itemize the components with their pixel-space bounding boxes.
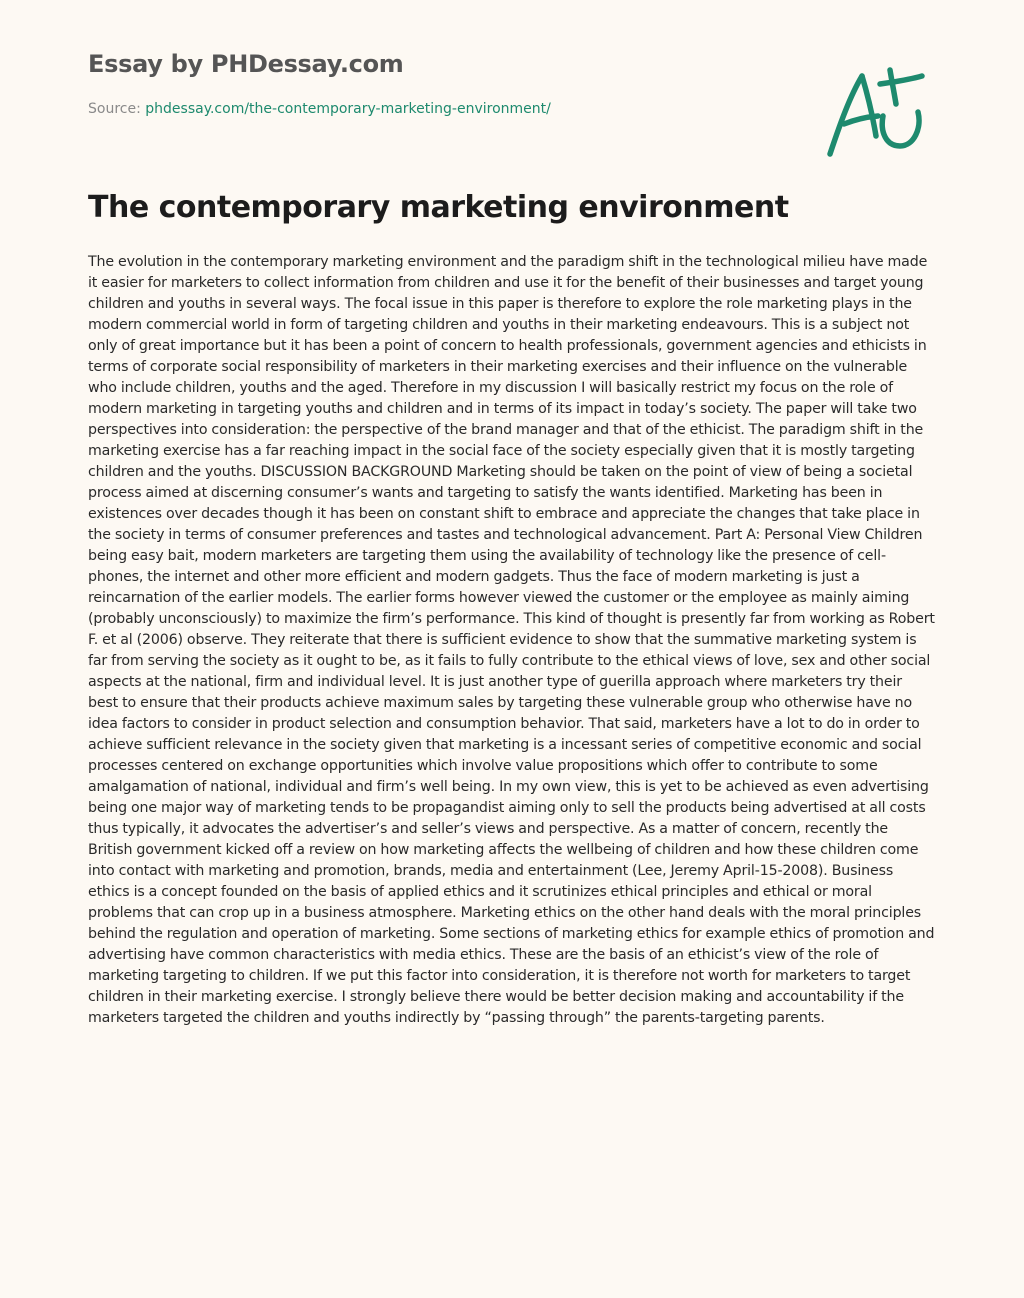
source-label: Source: (88, 101, 141, 117)
document-title: The contemporary marketing environment (88, 190, 789, 225)
source-line (88, 101, 551, 117)
essay-body: The evolution in the contemporary marketing environment and the paradigm shift in the technological milieu have made it easier for marketers to collect information from children and use it for the benefit of their businesses and target young children and youths in several ways. The focal issue in this paper is therefore to explore the role marketing plays in the modern commercial world in form of targeting children and youths in their marketing endeavours. This is a subject not only of great importance but it has been a point of concern to health professionals, government agencies and ethicists in terms of corporate social responsibility of marketers in their marketing exercises and their influence on the vulnerable who include children, youths and the aged. Therefore in my discussion I will basically restrict my focus on the role of modern marketing in targeting youths and children and in terms of its impact in today’s society. The paper will take two perspectives into consideration: the perspective of the brand manager and that of the ethicist. The paradigm shift in the marketing exercise has a far reaching impact in the social face of the society especially given that it is mostly targeting children and the youths. DISCUSSION BACKGROUND Marketing should be taken on the point of view of being a societal process aimed at discerning consumer’s wants and targeting to satisfy the wants identified. Marketing has been in existences over decades though it has been on constant shift to embrace and appreciate the changes that take place in the society in terms of consumer preferences and tastes and technological advancement. Part A: Personal View Children being easy bait, modern marketers are targeting them using the availability of technology like the presence of cell-phones, the internet and other more efficient and modern gadgets. Thus the face of modern marketing is just a reincarnation of the earlier models. The earlier forms however viewed the customer or the employee as mainly aiming (probably unconsciously) to maximize the firm’s performance. This kind of thought is presently far from working as Robert F. et al (2006) observe. They reiterate that there is sufficient evidence to show that the summative marketing system is far from serving the society as it ought to be, as it fails to fully contribute to the ethical views of love, sex and other social aspects at the national, firm and individual level. It is just another type of guerilla approach where marketers try their best to ensure that their products achieve maximum sales by targeting these vulnerable group who otherwise have no idea factors to consider in product selection and consumption behavior. That said, marketers have a lot to do in order to achieve sufficient relevance in the society given that marketing is a incessant series of competitive economic and social processes centered on exchange opportunities which involve value propositions which offer to contribute to some amalgamation of national, individual and firm’s well being. In my own view, this is yet to be achieved as even advertising being one major way of marketing tends to be propagandist aiming only to sell the products being advertised at all costs thus typically, it advocates the advertiser’s and seller’s views and perspective. As a matter of concern, recently the British government kicked off a review on how marketing affects the wellbeing of children and how these children come into contact with marketing and promotion, brands, media and entertainment (Lee, Jeremy April-15-2008). Business ethics is a concept founded on the basis of applied ethics and it scrutinizes ethical principles and ethical or moral problems that can crop up in a business atmosphere. Marketing ethics on the other hand deals with the moral principles behind the regulation and operation of marketing. Some sections of marketing ethics for example ethics of promotion and advertising have common characteristics with media ethics. These are the basis of an ethicist’s view of the role of marketing targeting to children. If we put this factor into consideration, it is therefore not worth for marketers to target children in their marketing exercise. I strongly believe there would be better decision making and accountability if the marketers targeted the children and youths indirectly by “passing through” the parents-targeting parents. (88, 254, 935, 1026)
source-link[interactable]: phdessay.com/the-contemporary-marketing-environment/ (145, 101, 551, 117)
a-plus-grade-icon (822, 62, 928, 162)
site-brand: Essay by PHDessay.com (88, 50, 404, 78)
